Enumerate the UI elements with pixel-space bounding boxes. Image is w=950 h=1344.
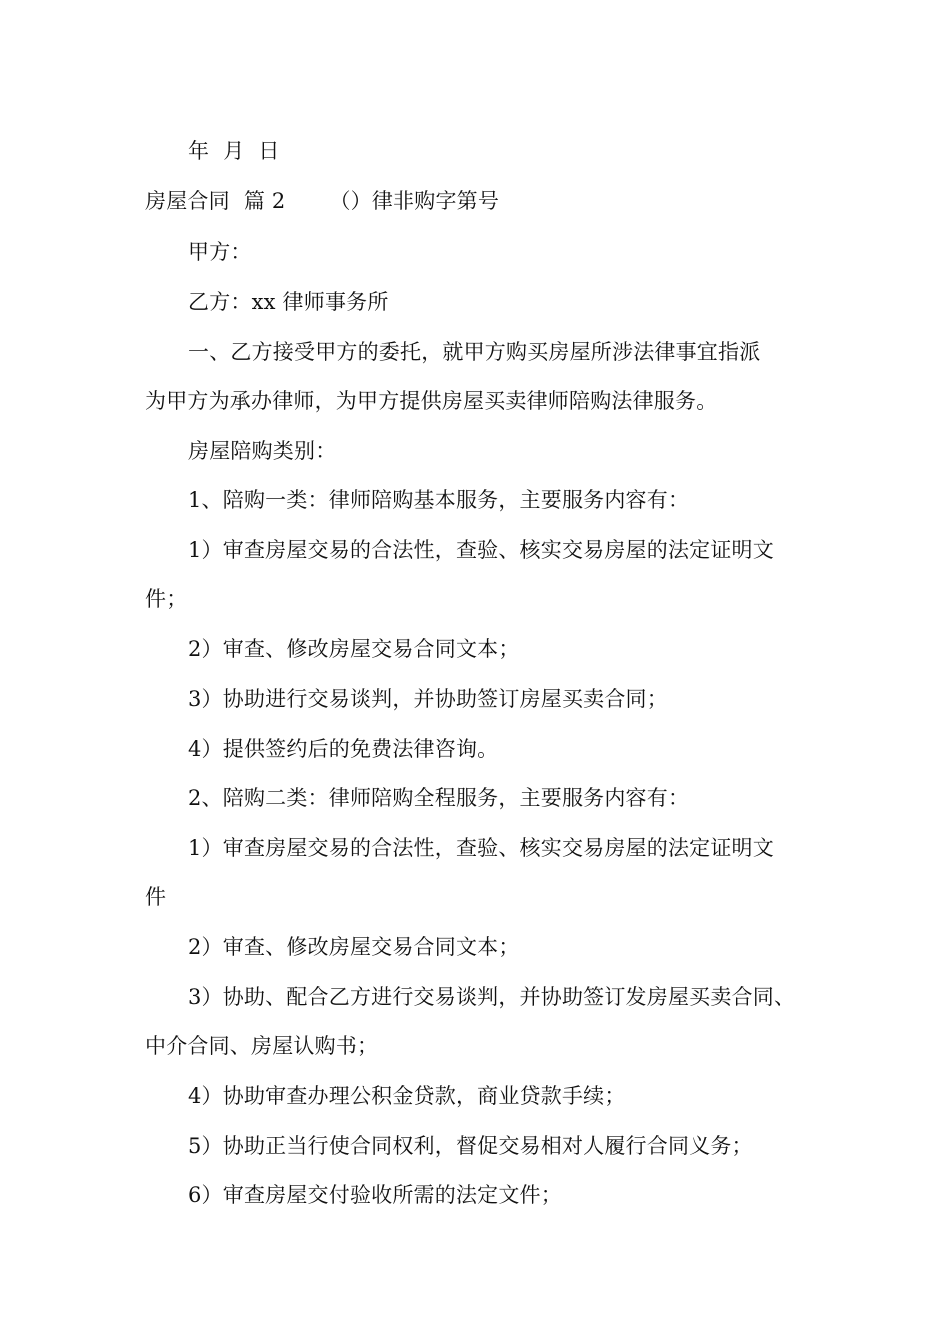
- category-2-item-6: 6）审查房屋交付验收所需的法定文件；: [188, 1183, 562, 1207]
- category-1-item-4: 4）提供签约后的免费法律咨询。: [188, 737, 499, 761]
- document-heading: [145, 186, 835, 216]
- document-title: 房屋合同: [145, 189, 230, 213]
- document-section: 篇 2: [243, 189, 286, 213]
- category-1-item-1-line-2: 件；: [145, 587, 188, 611]
- party-a: 甲方：: [188, 240, 252, 264]
- clause-1-line-2: 为甲方为承办律师，为甲方提供房屋买卖律师陪购法律服务。: [145, 389, 718, 413]
- category-2-item-5: 5）协助正当行使合同权利，督促交易相对人履行合同义务；: [188, 1134, 753, 1158]
- category-2-item-3-line-1: 3）协助、配合乙方进行交易谈判，并协助签订发房屋买卖合同、: [188, 985, 796, 1009]
- category-2-title: 2、陪购二类：律师陪购全程服务，主要服务内容有：: [188, 786, 690, 810]
- category-2-item-4: 4）协助审查办理公积金贷款，商业贷款手续；: [188, 1084, 626, 1108]
- party-b: 乙方：xx 律师事务所: [188, 290, 389, 314]
- clause-1-line-1: 一、乙方接受甲方的委托，就甲方购买房屋所涉法律事宜指派: [188, 340, 761, 364]
- category-1-item-2: 2）审查、修改房屋交易合同文本；: [188, 637, 520, 661]
- category-1-item-1-line-1: 1）审查房屋交易的合法性，查验、核实交易房屋的法定证明文: [188, 538, 774, 562]
- date-day: 日: [258, 139, 280, 163]
- date-line: [188, 136, 878, 166]
- category-2-item-3-line-2: 中介合同、房屋认购书；: [145, 1034, 379, 1058]
- category-2-item-1-line-1: 1）审查房屋交易的合法性，查验、核实交易房屋的法定证明文: [188, 836, 774, 860]
- category-1-title: 1、陪购一类：律师陪购基本服务，主要服务内容有：: [188, 488, 690, 512]
- date-year: 年: [188, 139, 210, 163]
- category-1-item-3: 3）协助进行交易谈判，并协助签订房屋买卖合同；: [188, 687, 668, 711]
- date-month: 月: [223, 139, 245, 163]
- document-reference: （）律非购字第号: [329, 189, 500, 213]
- category-2-item-2: 2）审查、修改房屋交易合同文本；: [188, 935, 520, 959]
- category-heading: 房屋陪购类别：: [188, 439, 337, 463]
- category-2-item-1-line-2: 件: [145, 885, 167, 909]
